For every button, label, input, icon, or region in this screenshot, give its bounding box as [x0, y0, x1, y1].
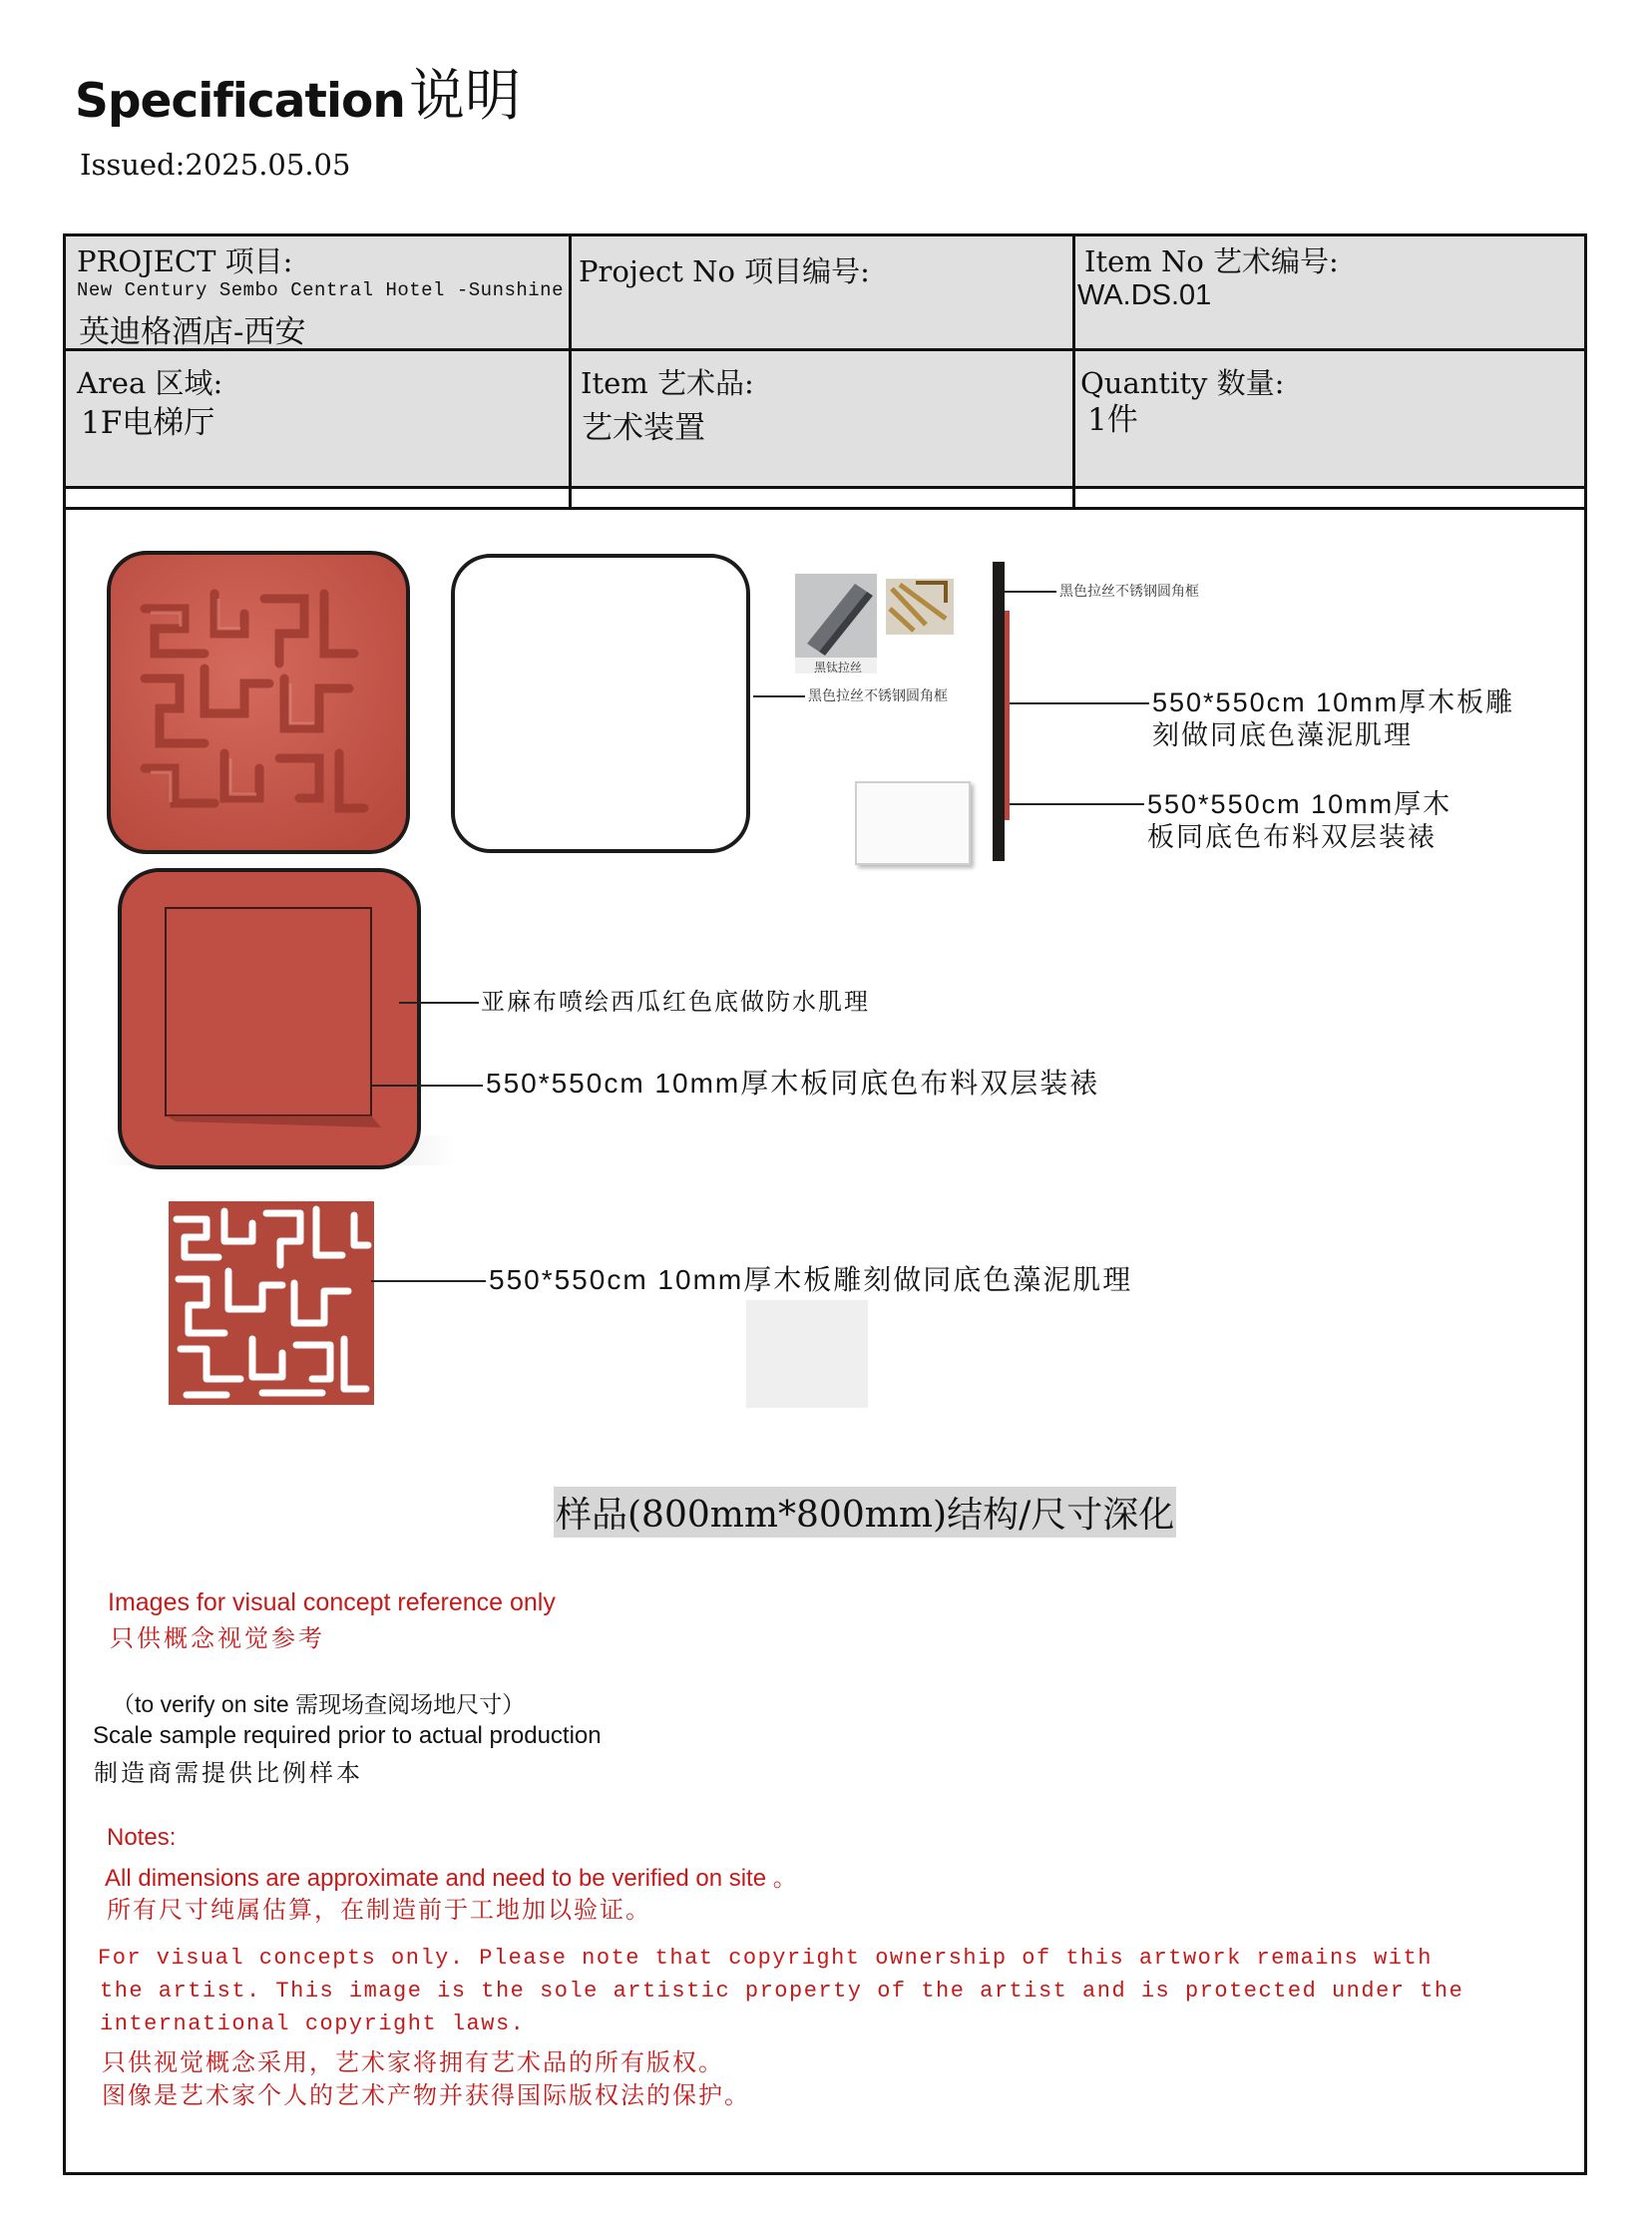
frame-callout-mid: 黑色拉丝不锈钢圆角框	[808, 688, 948, 704]
grid-divider	[1072, 233, 1075, 509]
swatch-label: 黑钛拉丝	[814, 661, 863, 674]
copyright-note-3: international copyright laws.	[100, 2012, 526, 2036]
scale-note-en: Scale sample required prior to actual production	[93, 1722, 602, 1749]
sample-note: 样品(800mm*800mm)结构/尺寸深化	[554, 1487, 1176, 1538]
pattern-callout	[489, 1263, 1132, 1297]
frame-outline-image	[449, 552, 754, 857]
sculpted-panel-image	[105, 549, 414, 858]
side-section-panel	[1005, 611, 1010, 820]
ref-note-en: Images for visual concept reference only	[108, 1588, 556, 1616]
leader-line	[1010, 702, 1149, 704]
side-callout-1-line2: 刻做同底色藻泥肌理	[1152, 720, 1413, 751]
pattern-tile-image	[167, 1199, 376, 1407]
gold-frame-image	[886, 579, 954, 635]
grid-divider	[63, 486, 1587, 489]
panel-callout-2	[486, 1067, 1099, 1101]
issued-label: Issued:	[80, 148, 186, 182]
area-value: 1F电梯厅	[81, 405, 215, 441]
copyright-note-2: the artist. This image is the sole artistic property of the artist and is protected under the	[100, 1979, 1464, 2004]
side-callout-1	[1152, 685, 1514, 753]
side-callout-2-line2: 板同底色布料双层装裱	[1147, 822, 1437, 853]
fabric-swatch-image	[855, 781, 971, 865]
item-value: 艺术装置	[582, 410, 705, 446]
pattern-callout-text: 550*550cm 10mm厚木板雕刻做同底色藻泥肌理	[489, 1264, 1133, 1295]
quantity-label: Quantity 数量:	[1080, 366, 1285, 400]
issued-line	[80, 148, 350, 182]
project-name-cn: 英迪格酒店-西安	[79, 314, 306, 350]
leader-line	[371, 1085, 483, 1087]
page-title: Specification	[75, 74, 405, 129]
verify-note: （to verify on site 需现场查阅场地尺寸）	[112, 1691, 526, 1717]
project-name-en: New Century Sembo Central Hotel -Sunshine	[77, 279, 564, 301]
grid-divider	[63, 507, 1587, 510]
side-callout-2	[1147, 787, 1451, 855]
leader-line	[1005, 591, 1056, 593]
frame-callout-top: 黑色拉丝不锈钢圆角框	[1059, 584, 1199, 600]
copyright-note-cn-2: 图像是艺术家个人的艺术产物并获得国际版权法的保护。	[102, 2081, 750, 2109]
copyright-note-1: For visual concepts only. Please note that copyright ownership of this artwork remains with	[98, 1946, 1433, 1971]
item-label: Item 艺术品:	[581, 366, 754, 400]
side-section-frame	[993, 562, 1005, 861]
scale-note-cn: 制造商需提供比例样本	[94, 1759, 363, 1787]
grid-divider	[569, 233, 572, 509]
copyright-note-cn-1: 只供视觉概念采用，艺术家将拥有艺术品的所有版权。	[102, 2048, 724, 2076]
page-title-cn: 说明	[409, 64, 521, 129]
dims-note-cn: 所有尺寸纯属估算，在制造前于工地加以验证。	[107, 1896, 651, 1924]
leader-line	[1010, 803, 1144, 805]
side-callout-1-line1: 550*550cm 10mm厚木板雕	[1152, 687, 1515, 717]
texture-swatch-image	[746, 1300, 868, 1408]
item-no-label: Item No 艺术编号:	[1084, 244, 1339, 278]
quantity-value: 1件	[1087, 402, 1138, 438]
item-no-value: WA.DS.01	[1077, 279, 1212, 311]
dims-note-en: All dimensions are approximate and need to be verified on site 。	[105, 1865, 797, 1892]
project-label: PROJECT 项目:	[77, 244, 293, 278]
ref-note-cn: 只供概念视觉参考	[110, 1624, 325, 1652]
area-label: Area 区域:	[77, 366, 223, 400]
project-no-label: Project No 项目编号:	[579, 254, 870, 288]
leader-line	[753, 695, 805, 697]
leader-line	[371, 1280, 486, 1282]
notes-label: Notes:	[107, 1824, 177, 1851]
side-callout-2-line1: 550*550cm 10mm厚木	[1147, 789, 1452, 819]
panel-callout-2-text: 550*550cm 10mm厚木板同底色布料双层装裱	[486, 1068, 1100, 1099]
panel-callout-1: 亚麻布喷绘西瓜红色底做防水肌理	[481, 988, 870, 1016]
leader-line	[399, 1002, 479, 1004]
red-panel-image	[100, 866, 459, 1175]
issued-date: 2025.05.05	[185, 148, 351, 182]
